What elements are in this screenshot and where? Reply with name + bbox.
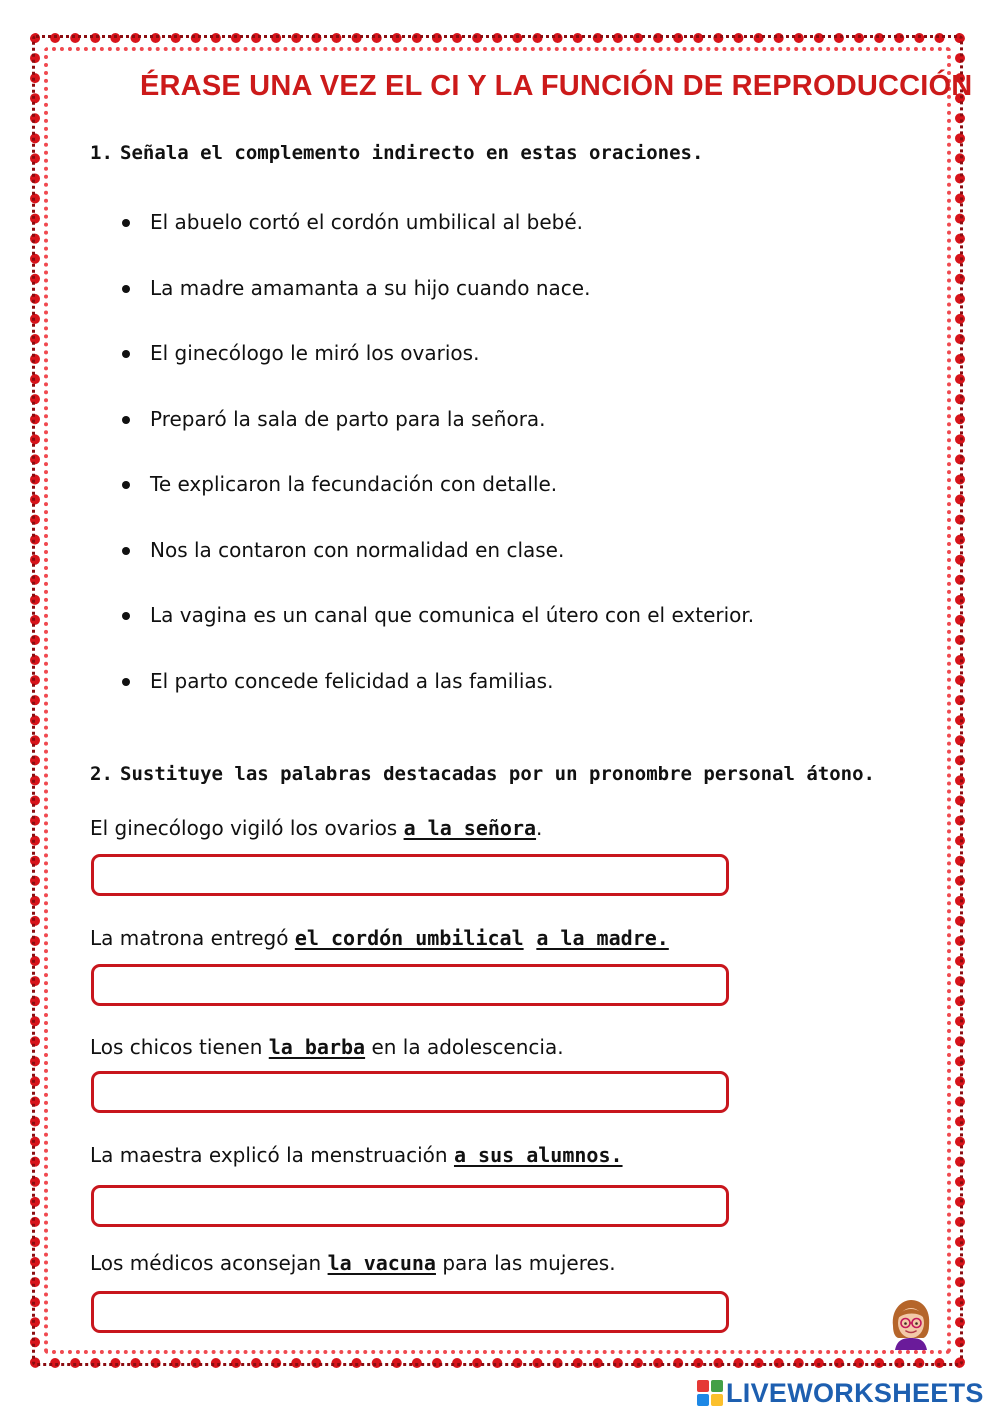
sentence-text: Los médicos aconsejan [90,1251,328,1275]
teacher-avatar-icon [889,1298,933,1350]
sentence-text: El parto concede felicidad a las familias. [150,668,554,693]
bullet-icon [122,350,130,358]
list-item[interactable] [120,276,754,342]
bullet-icon [122,547,130,555]
section2-instruction: Sustituye las palabras destacadas por un pronombre personal átono. [120,763,875,785]
highlighted-words: la vacuna [327,1251,436,1275]
sentence-text: Te explicaron la fecundación con detalle. [150,472,558,496]
section2-number: 2. [90,763,113,785]
bullet-icon [122,612,130,620]
exercise-sentence-1 [90,816,542,840]
highlighted-words: el cordón umbilical [294,926,524,950]
bullet-icon [122,678,130,686]
sentence-text: Preparó la sala de parto para la señora. [150,406,546,431]
liveworksheets-mark-icon [697,1380,723,1406]
sentence-text: para las mujeres. [435,1251,616,1275]
section1-instruction: Señala el complemento indirecto en estas oraciones. [120,142,704,164]
bullet-icon [122,219,130,227]
section2-heading [90,763,875,785]
sentence-text: La maestra explicó la menstruación [90,1143,454,1167]
sentence-text: La madre amamanta a su hijo cuando nace. [150,275,591,300]
sentence-text: El ginecólogo le miró los ovarios. [150,341,480,365]
bullet-icon [122,416,130,424]
brand-name: LIVEWORKSHEETS [726,1377,984,1408]
liveworksheets-logo [697,1376,984,1410]
answer-field-5[interactable] [91,1291,729,1333]
list-item[interactable] [120,341,754,407]
answer-field-3[interactable] [91,1071,729,1113]
list-item[interactable] [120,538,754,604]
bullet-icon [122,481,130,489]
sentence-text: La vagina es un canal que comunica el útero con el exterior. [150,603,755,627]
highlighted-words: a la señora [403,816,537,840]
exercise-sentence-4 [90,1143,623,1167]
sentence-text: El ginecólogo vigiló los ovarios [90,816,404,840]
answer-field-4[interactable] [91,1185,729,1227]
bullet-icon [122,285,130,293]
highlighted-words: la barba [268,1035,366,1059]
section1-number: 1. [90,142,113,164]
list-item[interactable] [120,669,754,735]
list-item[interactable] [120,472,754,538]
sentence-text: . [536,816,543,840]
list-item[interactable] [120,210,754,276]
sentence-text: La matrona entregó [90,926,295,950]
exercise-sentence-3 [90,1035,564,1059]
highlighted-words: a la madre. [536,926,669,950]
section1-heading [90,142,703,164]
exercise-sentence-2 [90,926,669,950]
sentence-text: Los chicos tienen [90,1035,269,1059]
sentence-text: Nos la contaron con normalidad en clase. [150,537,565,562]
sentence-text: El abuelo cortó el cordón umbilical al bebé. [150,210,584,234]
sentence-text [524,926,537,950]
list-item[interactable] [120,603,754,669]
answer-field-2[interactable] [91,964,729,1006]
exercise-sentence-5 [90,1251,616,1275]
highlighted-words: a sus alumnos. [453,1143,623,1167]
worksheet-title: ÉRASE UNA VEZ EL CI Y LA FUNCIÓN DE REPRODUCCIÓN [140,70,973,102]
section1-sentence-list [120,210,754,734]
answer-field-1[interactable] [91,854,729,896]
list-item[interactable] [120,407,754,473]
sentence-text: en la adolescencia. [365,1035,564,1059]
